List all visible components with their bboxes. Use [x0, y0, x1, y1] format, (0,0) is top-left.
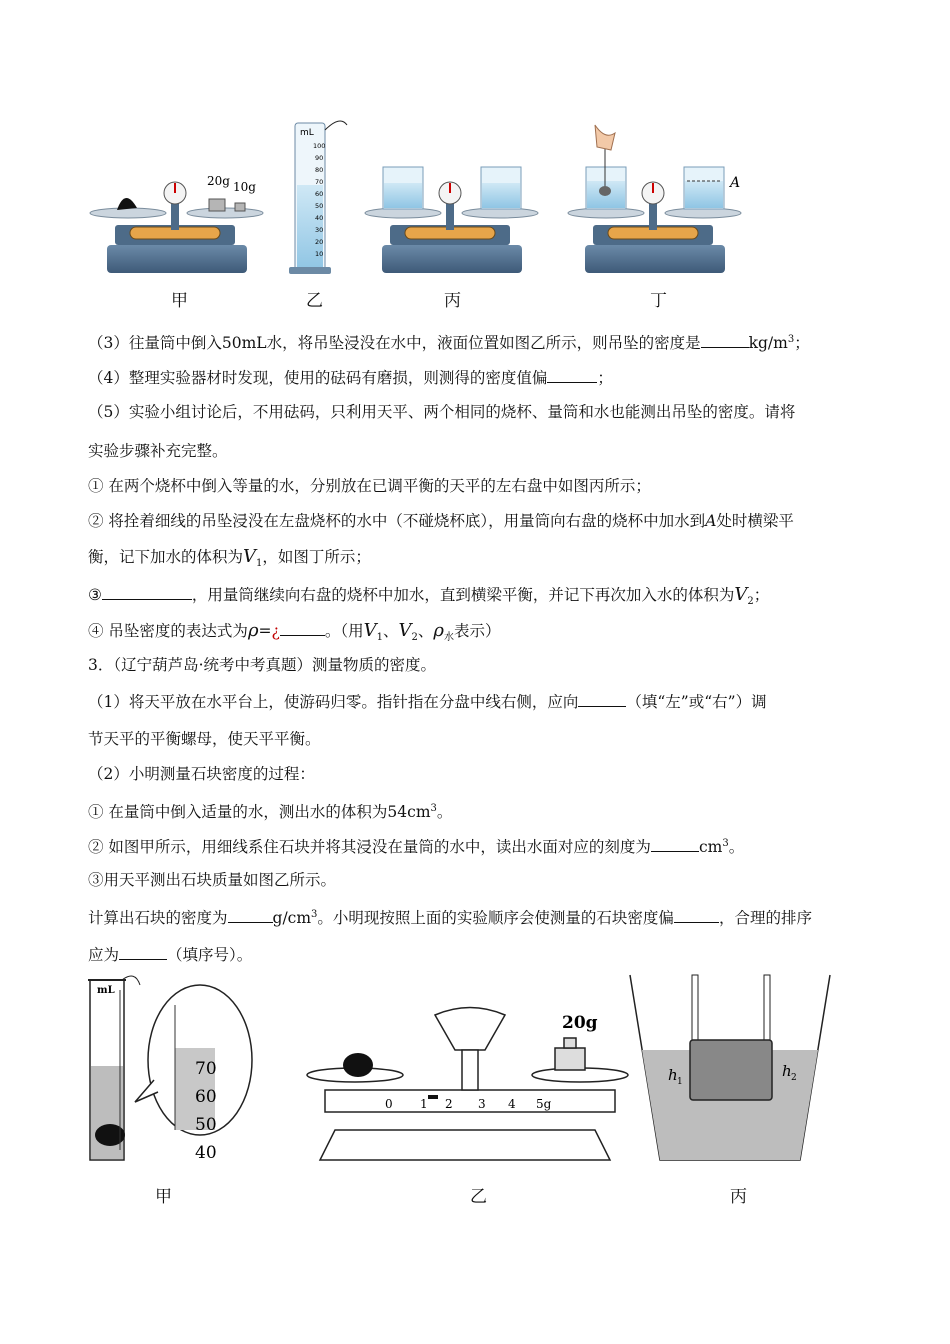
figure-bottom [80, 970, 870, 1170]
question-5a: （5）实验小组讨论后，不用砝码，只利用天平、两个相同的烧杯、量筒和水也能测出吊坠的密度。请将 [88, 403, 796, 421]
p3-1a-end: （填“左”或“右”）调 [626, 693, 767, 711]
rho-var: ρ [247, 620, 259, 641]
balance-ding [568, 125, 741, 273]
weight-yi-label: 20g [562, 1013, 598, 1033]
h2-label: h [782, 1062, 792, 1080]
tick-10: 10 [315, 250, 324, 258]
p3-s1-end: 。 [436, 803, 453, 822]
figure-top [85, 115, 765, 280]
question-3 [88, 330, 868, 353]
v2-var: V [734, 584, 748, 605]
p3-s2-sup: 3 [722, 838, 729, 849]
v1-sub: 1 [256, 558, 263, 570]
weight-10g-label: 10g [233, 180, 256, 194]
zoom-tick-50: 50 [195, 1115, 217, 1135]
p3-c1-end: ，合理的排序 [718, 909, 812, 928]
cylinder-jia-unit: mL [97, 985, 115, 996]
zoom-tick-70: 70 [195, 1059, 217, 1079]
rho-water-sub: 水 [443, 632, 454, 644]
s4-blank[interactable] [280, 619, 325, 636]
q4-text: （4）整理实验器材时发现，使用的砝码有磨损，则测得的密度值偏 [88, 369, 548, 387]
q3-unit: kg/m [748, 334, 788, 353]
scale-2: 2 [445, 1097, 453, 1111]
tick-40: 40 [315, 214, 324, 222]
p3-c1-blank[interactable] [228, 906, 273, 923]
s3-end: ； [753, 586, 770, 604]
caption-bottom-yi: 乙 [470, 1187, 487, 1207]
cylinder-unit: mL [300, 128, 314, 138]
caption-bing: 丙 [444, 291, 461, 311]
weight-20g-label: 20g [207, 174, 230, 188]
step-1: ① 在两个烧杯中倒入等量的水，分别放在已调平衡的天平的左右盘中如图丙所示； [88, 477, 651, 495]
caption-ding: 丁 [650, 291, 667, 311]
p3-s1-sup: 3 [430, 803, 437, 814]
q4-blank[interactable] [547, 366, 597, 383]
p3-c2-end: （填序号）。 [167, 946, 253, 964]
p3-part1b: 节天平的平衡螺母，使天平平衡。 [88, 730, 321, 748]
p3-s2-text: ② 如图甲所示，用细线系住石块并将其浸没在量筒的水中，读出水面对应的刻度为 [88, 838, 651, 857]
p3-step2 [88, 834, 868, 857]
s3-blank[interactable] [102, 583, 192, 600]
p3-c1-unit: g/cm [272, 909, 312, 928]
s2a-post: 处时横梁平 [716, 512, 794, 530]
balance-jia [90, 182, 263, 273]
pendant-stone [117, 198, 137, 210]
p3-part2: （2）小明测量石块密度的过程： [88, 765, 315, 783]
p3-c2-blank[interactable] [119, 943, 167, 960]
tick-70: 70 [315, 178, 324, 186]
v1-sub-2: 1 [376, 632, 383, 644]
p3-calc1 [88, 905, 868, 928]
scale-3: 3 [478, 1097, 486, 1111]
question-4 [88, 366, 868, 388]
q3-end: ； [794, 334, 810, 353]
v1-var-2: V [363, 620, 377, 641]
tick-30: 30 [315, 226, 324, 234]
scale-4: 4 [508, 1097, 516, 1111]
h1-label: h [668, 1066, 678, 1084]
s4-end: 表示） [453, 622, 501, 640]
p3-s2-blank[interactable] [651, 835, 699, 852]
scale-1: 1 [420, 1097, 428, 1111]
s4-pre: ④ 吊坠密度的表达式为 [88, 622, 248, 640]
stone-yi [343, 1053, 373, 1077]
p3-c1-sup: 3 [311, 909, 318, 920]
p3-c1-blank-2[interactable] [674, 906, 719, 923]
tick-100: 100 [313, 142, 326, 150]
scale-0: 0 [385, 1097, 393, 1111]
cylinder-jia [88, 976, 140, 1160]
question-5b: 实验步骤补充完整。 [88, 442, 228, 460]
zoom-tick-60: 60 [195, 1087, 217, 1107]
balance-bing [365, 167, 538, 273]
s2b-pre: 衡，记下加水的体积为 [88, 548, 244, 566]
step-2a [88, 511, 868, 531]
p3-1a-text: （1）将天平放在水平台上，使游码归零。指针指在分盘中线右侧，应向 [88, 693, 579, 711]
q3-sup: 3 [787, 334, 795, 345]
rider [428, 1095, 438, 1099]
p3-step1 [88, 799, 868, 822]
p3-s2-end: 。 [728, 838, 745, 857]
zoom-callout [135, 985, 252, 1135]
s3-post: ，用量筒继续向右盘的烧杯中加水，直到横梁平衡，并记下再次加入水的体积为 [191, 586, 735, 604]
s2b-post: ，如图丁所示； [262, 548, 371, 566]
s3-pre: ③ [88, 586, 102, 604]
tick-80: 80 [315, 166, 324, 174]
q3-blank[interactable] [701, 331, 749, 348]
p3-calc2 [88, 943, 868, 965]
inv-q: ¿ [271, 622, 280, 640]
v2-sub-2: 2 [411, 632, 418, 644]
step-3 [88, 583, 868, 612]
caption-jia: 甲 [171, 291, 188, 311]
p3-s2-unit: cm [698, 838, 723, 857]
p3-c1-mid: 。小明现按照上面的实验顺序会使测量的石块密度偏 [317, 909, 674, 928]
problem-3-title: 3．（辽宁葫芦岛·统考中考真题）测量物质的密度。 [88, 656, 437, 674]
scale-5g: 5g [536, 1097, 552, 1111]
rho-water-var: ρ [433, 620, 444, 641]
eq: = [258, 622, 272, 640]
p3-c2-pre: 应为 [88, 946, 120, 964]
step-4 [88, 619, 868, 648]
s2a-pre: ② 将拴着细线的吊坠浸没在左盘烧杯的水中（不碰烧杯底），用量筒向右盘的烧杯中加水到 [88, 512, 706, 530]
sep-1: 、 [382, 622, 399, 640]
caption-bottom-bing: 丙 [730, 1187, 747, 1207]
zoom-tick-40: 40 [195, 1143, 217, 1163]
tick-90: 90 [315, 154, 324, 162]
container-bing [630, 975, 830, 1160]
tick-50: 50 [315, 202, 324, 210]
p3-c1-text: 计算出石块的密度为 [88, 909, 228, 928]
s2a-a: A [705, 512, 717, 530]
q3-text: （3）往量筒中倒入50mL水，将吊坠浸没在水中，液面位置如图乙所示，则吊坠的密度是 [88, 334, 701, 353]
tick-20: 20 [315, 238, 324, 246]
s4-mid: 。（用 [324, 622, 364, 640]
caption-yi: 乙 [306, 291, 323, 311]
p3-step3: ③用天平测出石块质量如图乙所示。 [88, 871, 337, 889]
tick-60: 60 [315, 190, 324, 198]
v1-var: V [243, 546, 257, 567]
h1-sub: 1 [677, 1077, 683, 1087]
v2-sub: 2 [747, 596, 754, 608]
h2-sub: 2 [791, 1073, 797, 1083]
p3-1a-blank[interactable] [578, 690, 626, 707]
q4-end: ； [597, 369, 613, 387]
caption-bottom-jia: 甲 [155, 1187, 172, 1207]
p3-s1-text: ① 在量筒中倒入适量的水，测出水的体积为54cm [88, 803, 431, 822]
mark-a-label: A [730, 175, 741, 191]
p3-part1a [88, 690, 868, 712]
v2-var-2: V [398, 620, 412, 641]
sep-2: 、 [417, 622, 434, 640]
step-2b [88, 547, 868, 574]
